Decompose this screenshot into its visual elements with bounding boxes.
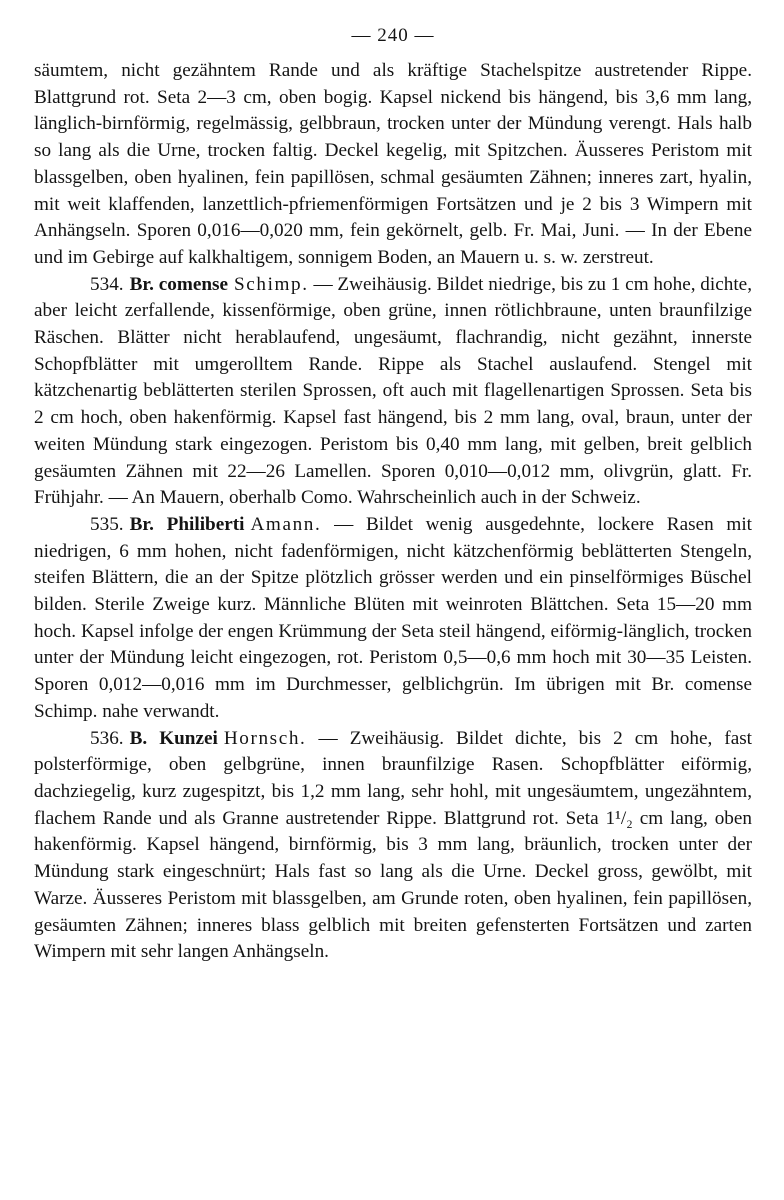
species-author: Hornsch. xyxy=(223,727,307,749)
species-number: 534. xyxy=(90,273,124,295)
species-description: — Zweihäusig. Bildet niedrige, bis zu 1 cm hohe, dichte, aber leicht zerfallende, kissenförmige, oben grüne, innen rötlichbraune, unten braunfilzige Räschen. Blätter nicht herablaufend, ungesäumt, flachrandig, nicht gezähnt, innerste Schopfblätter mit umgerolltem Rande. Rippe als Stachel auslaufend. Stengel mit kätzchenartig beblätterten sterilen Sprossen, oft auch mit flagellenartigen Sprossen. Seta bis 2 cm hoch, oben hakenförmig. Kapsel fast hängend, bis 2 mm lang, oval, braun, unter der weiten Mündung stark eingezogen. Peristom bis 0,40 mm lang, mit gelben, breit gelblich gesäumten Zähnen mit 22—26 Lamellen. Sporen 0,010—0,012 mm, olivgrün, glatt. Fr. Frühjahr. — An Mauern, oberhalb Como. Wahrscheinlich auch in der Schweiz. xyxy=(34,273,752,509)
page-number: — 240 — xyxy=(351,25,435,46)
species-author: Schimp. xyxy=(234,273,309,295)
species-author: Amann. xyxy=(250,513,322,535)
species-entry-534 xyxy=(34,272,752,512)
continued-paragraph: säumtem, nicht gezähntem Rande und als kräftige Stachelspitze austretender Rippe. Blattgrund rot. Seta 2—3 cm, oben bogig. Kapsel nickend bis hängend, bis 3,6 mm lang, länglich-birnförmig, regelmässig, gelbbraun, trocken unter der Mündung verengt. Hals halb so lang als die Urne, trocken faltig. Deckel kegelig, mit Spitzchen. Äusseres Peristom mit blassgelben, oben hyalinen, fein papillösen, schmal gesäumten Zähnen; inneres zart, hyalin, mit weit klaffenden, lanzettlich-pfriemenförmigen Fortsätzen und je 2 bis 3 Wimpern mit Anhängseln. Sporen 0,016—0,020 mm, fein gekörnelt, gelb. Fr. Mai, Juni. — In der Ebene und im Gebirge auf kalkhaltigem, sonnigem Boden, an Mauern u. s. w. zerstreut. xyxy=(34,60,752,268)
species-number: 536. xyxy=(90,727,124,749)
species-number: 535. xyxy=(90,513,124,535)
species-description: — Bildet wenig ausgedehnte, lockere Rasen mit niedrigen, 6 mm hohen, nicht fadenförmigen, nicht kätzchenförmig beblätterten Stengeln, steifen Blättern, die an der Spitze plötzlich grösser werden und ein pinselförmiges Büschel bilden. Sterile Zweige kurz. Männliche Blüten mit weinroten Blättchen. Seta 15—20 mm hoch. Kapsel infolge der engen Krümmung der Seta steil hängend, eiförmig-länglich, trocken unter der Mündung leicht eingezogen, rot. Peristom 0,5—0,6 mm hoch mit 30—35 Leisten. Sporen 0,012—0,016 mm im Durchmesser, gelblichgrün. Im übrigen mit Br. comense Schimp. nahe verwandt. xyxy=(34,513,752,722)
species-name: Br. Philiberti xyxy=(129,513,245,535)
species-name: Br. comense xyxy=(129,273,228,295)
species-description: — Zweihäusig. Bildet dichte, bis 2 cm hohe, fast polsterförmige, oben gelbgrüne, innen braunfilzige Rasen. Schopfblätter eiförmig, dachziegelig, kurz zugespitzt, bis 1,2 mm lang, sehr hohl, mit ungesäumtem, ungezähntem, flachem Rande und als Granne austretender Rippe. Blattgrund rot. Seta 1¹/₂ cm lang, oben hakenförmig. Kapsel hängend, birnförmig, bis 3 mm lang, bräunlich, trocken unter der Mündung stark eingeschnürt; Hals fast so lang als die Urne. Deckel gross, gewölbt, mit Warze. Äusseres Peristom mit blassgelben, am Grunde roten, oben hyalinen, fein papillösen, gesäumten Zähnen; inneres blass gelblich mit breiten gefensterten Fortsätzen und zarten Wimpern mit sehr langen Anhängseln. xyxy=(34,727,753,963)
book-page xyxy=(34,18,752,966)
species-entry-536 xyxy=(34,726,752,966)
species-entry-535 xyxy=(34,512,752,726)
species-name: B. Kunzei xyxy=(129,727,218,749)
